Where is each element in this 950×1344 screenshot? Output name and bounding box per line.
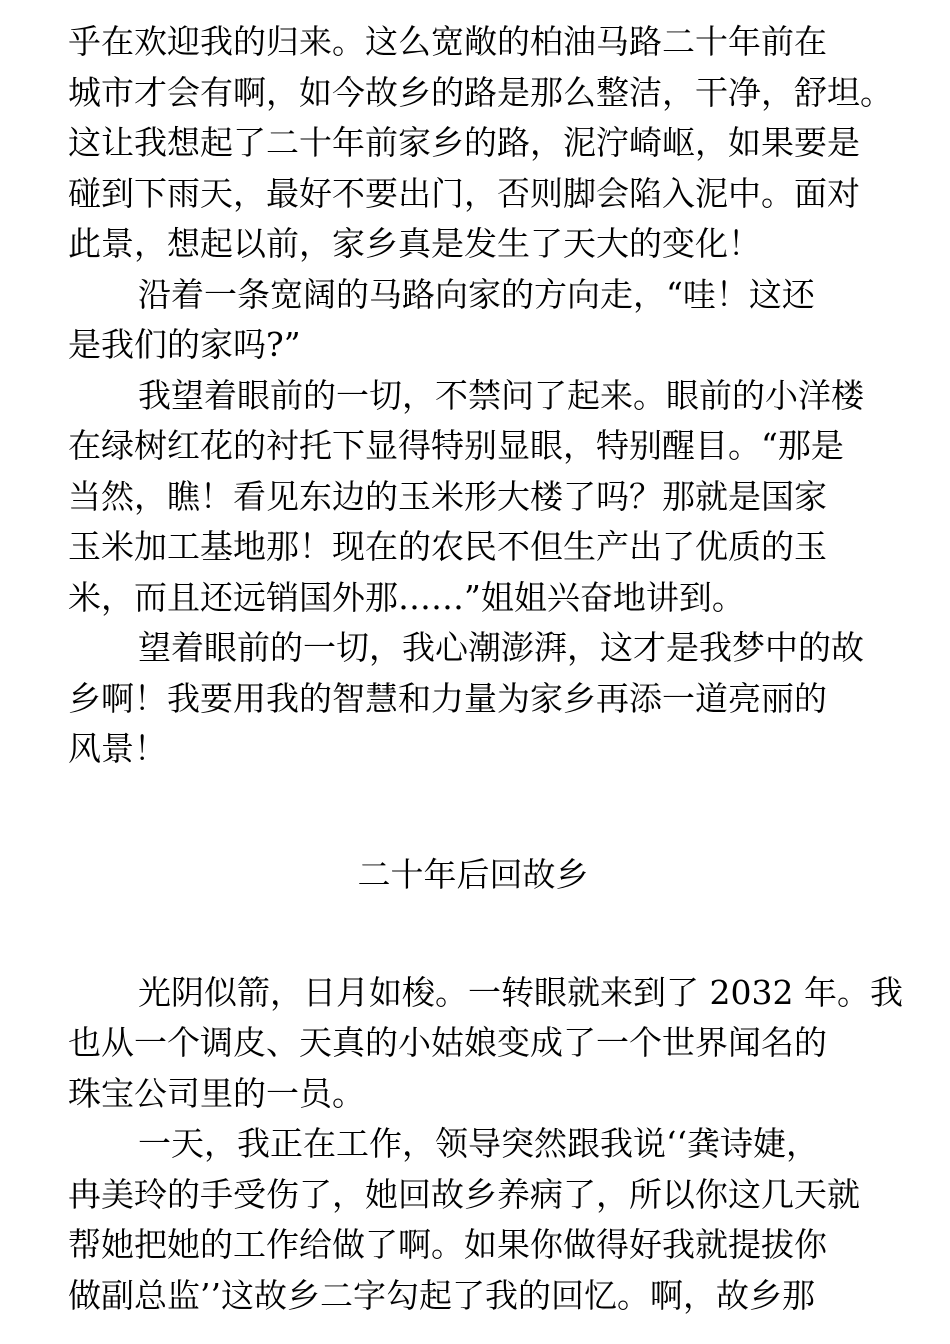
document-page [68, 0, 903, 1321]
section-spacer [68, 775, 898, 850]
text-line: 帮她把她的工作给做了啊。如果你做得好我就提拔你 [68, 1225, 827, 1264]
essay-continuation [68, 17, 898, 775]
text-line: 玉米加工基地那！现在的农民不但生产出了优质的玉 [68, 527, 827, 566]
text-line: 这让我想起了二十年前家乡的路，泥泞崎岖，如果要是 [68, 123, 860, 162]
section-spacer [68, 900, 898, 968]
essay-title: 二十年后回故乡 [357, 854, 589, 894]
text-line: 米，而且还远销国外那……”姐姐兴奋地讲到。 [68, 577, 745, 617]
paragraph-first-line: 沿着一条宽阔的马路向家的方向走，“哇！这还 [138, 274, 815, 314]
text-line: 碰到下雨天，最好不要出门，否则脚会陷入泥中。面对 [68, 173, 860, 213]
text-line: 在绿树红花的衬托下显得特别显眼，特别醒目。“那是 [68, 426, 844, 465]
text-line: 做副总监’’这故乡二字勾起了我的回忆。啊，故乡那 [68, 1275, 815, 1315]
paragraph-first-line: 光阴似箭，日月如梭。一转眼就来到了 2032 年。我 [138, 972, 903, 1012]
text-line: 当然，瞧！看见东边的玉米形大楼了吗？那就是国家 [68, 476, 827, 516]
paragraph-first-line: 一天，我正在工作，领导突然跟我说‘‘龚诗婕， [138, 1124, 819, 1163]
text-line: 珠宝公司里的一员。 [68, 1073, 365, 1113]
text-line: 是我们的家吗?” [68, 325, 301, 364]
text-line: 也从一个调皮、天真的小姑娘变成了一个世界闻名的 [68, 1023, 827, 1062]
text-line: 乡啊！我要用我的智慧和力量为家乡再添一道亮丽的 [68, 678, 827, 718]
text-line: 风景！ [68, 729, 167, 768]
essay-body [68, 968, 903, 1322]
text-line: 冉美玲的手受伤了，她回故乡养病了，所以你这几天就 [68, 1174, 860, 1214]
text-line: 城市才会有啊，如今故乡的路是那么整洁，干净，舒坦。 [68, 72, 893, 112]
text-line: 此景，想起以前，家乡真是发生了天大的变化！ [68, 224, 761, 263]
paragraph-first-line: 望着眼前的一切，我心潮澎湃，这才是我梦中的故 [138, 628, 864, 667]
text-line: 乎在欢迎我的归来。这么宽敞的柏油马路二十年前在 [68, 22, 827, 61]
paragraph-first-line: 我望着眼前的一切，不禁问了起来。眼前的小洋楼 [138, 375, 864, 415]
